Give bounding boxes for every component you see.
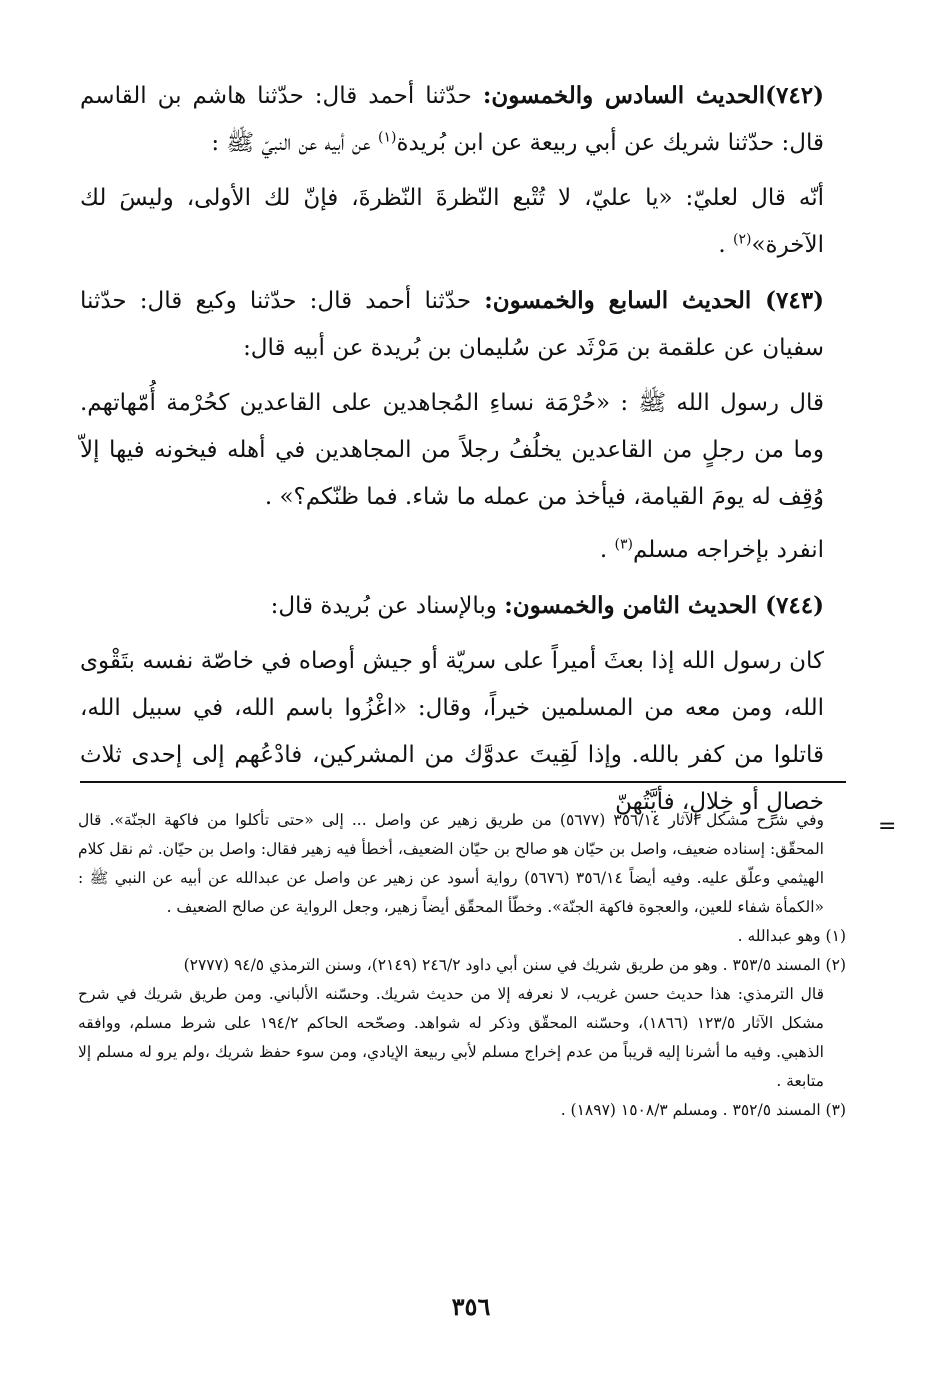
hadith-743-matn: [80, 380, 846, 521]
footnote-1: (١) وهو عبدالله .: [737, 927, 846, 945]
footnote-2-continued: قال الترمذي: هذا حديث حسن غريب، لا نعرفه إلا من حديث شريك. وحسّنه الألباني. ومن طريق شريك في شرح مشكل الآثار ١٢٣/٥ (١٨٦٦)، وحسّنه المحقّق وذكر له شواهد. وصحّحه الحاكم ١٩٤/٢ على شرط مسلم، ووافقه الذهبي. وفيه ما أشرنا إليه قريباً من عدم إخراج مسلم لأبي ربيعة الإيادي، ومن سوء حفظ شريك ،ولم يرو له مسلم إلا متابعة .: [78, 985, 824, 1090]
hadith-742-end: .: [718, 232, 733, 258]
hadith-744-isnad: وبالإسناد عن بُريدة قال:: [270, 593, 505, 619]
hadith-743-isnad: حدّثنا أحمد قال: حدّثنا وكيع قال: حدّثنا سفيان عن علقمة بن مَرْثَد عن سُليمان بن بُريدة عن أبيه قال:: [80, 288, 824, 361]
main-text: [80, 72, 846, 834]
footnote-separator: [80, 781, 846, 783]
footnote-ref-2: (٢): [732, 231, 752, 248]
hadith-744-body: كان رسول الله إذا بعثَ أميراً على سريّة أو جيش أوصاه في خاصّة نفسه بتَقْوى الله، ومن معه من المسلمين خيراً، وقال: «اغْزُوا باسم الله، في سبيل الله، قاتلوا من كفر بالله. وإذا لَقِيتَ عدوَّك من المشركين، فادْعُهم إلى إحدى ثلاث خصالٍ أو خِلالٍ، فأيَّتُهنّ: [80, 648, 824, 815]
footnote-continuation: وفي شرح مشكل الآثار ٣٥٦/١٤ (٥٦٧٧) من طريق زهير عن واصل ... إلى «حتى تأكلوا من فاكهة الجنّة». قال المحقّق: إسناده ضعيف، واصل بن حيّان هو صالح بن حيّان الضعيف، أخطأ فيه زهير فقال: واصل بن حيّان. ثم نقل كلام الهيثمي وعلّق عليه. وفيه أيضاً ٣٥٦/١٤ (٥٦٧٦) رواية أسود عن زهير عن واصل عن عبدالله عن أبيه عن النبي ﷺ : «الكمأة شفاء للعين، والعجوة فاكهة الجنّة». وخطّأ المحقّق أيضاً زهير، وجعل الرواية عن صالح الضعيف .: [78, 811, 825, 916]
continuation-mark: =: [878, 814, 897, 839]
hadith-743-takhrij: [80, 527, 846, 574]
footnote-2: (٢) المسند ٣٥٣/٥ . وهو من طريق شريك في سنن أبي داود ٢٤٦/٢ (٢١٤٩)، وسنن الترمذي ٩٤/٥ (٢٧٧٧): [183, 956, 846, 974]
footnote-ref-3: (٣): [614, 536, 633, 553]
hadith-742-quote: أنّه قال لعليّ: «يا عليّ، لا تُتْبع النّظرةَ النّظرةَ، فإنّ لك الأولى، وليسَ لك الآخرة»: [80, 185, 824, 258]
page-number: ٣٥٦: [451, 1292, 491, 1321]
hadith-744-matn: [80, 638, 846, 826]
hadith-743-heading: (٧٤٣) الحديث السابع والخمسون:: [484, 287, 824, 314]
hadith-744: [80, 582, 846, 630]
hadith-742: [80, 72, 846, 167]
hadith-743-note: انفرد بإخراجه مسلم: [633, 537, 824, 563]
hadith-743-end: .: [599, 537, 615, 563]
hadith-743: [80, 277, 846, 372]
footnotes: [78, 806, 846, 1125]
hadith-742-matn: [80, 175, 846, 269]
hadith-742-isnad-2: عن أبيه عن النبيّ ﷺ :: [211, 130, 378, 156]
footnote-ref-1: (١): [377, 129, 397, 146]
hadith-743-quote: قال رسول الله ﷺ : «حُرْمَة نساءِ المُجاهدين على القاعدين كحُرْمة أُمّهاتهم. وما من رجلٍ من القاعدين يخلُفُ رجلاً من المجاهدين في أهله فيخونه فيها إلاّ وُقِف له يومَ القيامة، فيأخذ من عمله ما شاء. فما ظنّكم؟» .: [80, 390, 824, 510]
footnote-3: (٣) المسند ٣٥٢/٥ . ومسلم ١٥٠٨/٣ (١٨٩٧) .: [560, 1101, 846, 1119]
hadith-742-heading: (٧٤٢)الحديث السادس والخمسون:: [482, 82, 824, 109]
hadith-744-heading: (٧٤٤) الحديث الثامن والخمسون:: [504, 592, 824, 619]
hadith-742-isnad-1: حدّثنا أحمد قال: حدّثنا هاشم بن القاسم قال: حدّثنا شريك عن أبي ربيعة عن ابن بُريدة: [80, 83, 824, 156]
